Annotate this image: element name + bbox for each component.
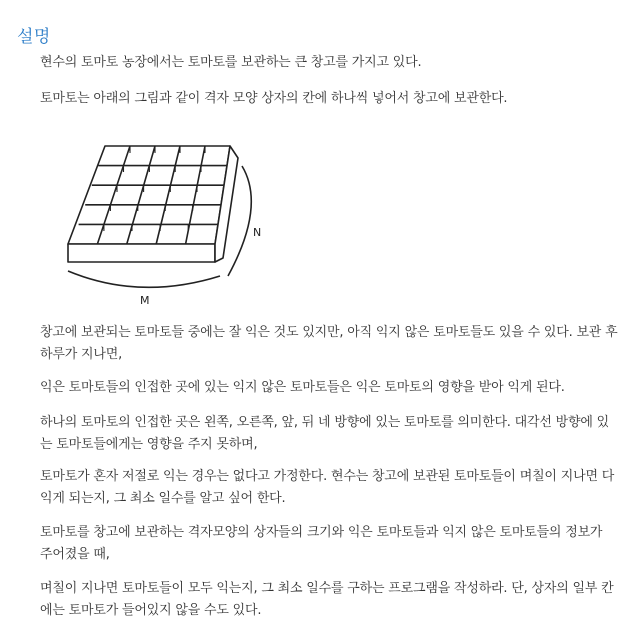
m-label: M <box>140 294 150 306</box>
paragraph-7: 토마토를 창고에 보관하는 격자모양의 상자들의 크기와 익은 토마토들과 익지 않은 토마토들의 정보가 주어졌을 때, <box>40 525 603 562</box>
m-dimension-arc <box>68 271 220 287</box>
paragraph-4: 익은 토마토들의 인접한 곳에 있는 익지 않은 토마토들은 익은 토마토의 영향을 받아 익게 된다. <box>40 380 565 395</box>
paragraph-8: 며칠이 지나면 토마토들이 모두 익는지, 그 최소 일수를 구하는 프로그램을 작성하라. 단, 상자의 일부 칸에는 토마토가 들어있지 않을 수도 있다. <box>40 581 614 618</box>
grid-box-illustration <box>60 126 280 306</box>
paragraph-3: 창고에 보관되는 토마토들 중에는 잘 익은 것도 있지만, 아직 익지 않은 토마토들도 있을 수 있다. 보관 후 하루가 지나면, <box>40 325 618 362</box>
paragraph-5: 하나의 토마토의 인접한 곳은 왼쪽, 오른쪽, 앞, 뒤 네 방향에 있는 토마토를 의미한다. 대각선 방향에 있는 토마토들에게는 영향을 주지 못하며, <box>40 415 610 452</box>
tomato-box-figure <box>60 126 280 306</box>
section-title: 설명 <box>17 27 51 47</box>
paragraph-2: 토마토는 아래의 그림과 같이 격자 모양 상자의 칸에 하나씩 넣어서 창고에 보관한다. <box>40 91 508 106</box>
n-label: N <box>253 226 262 239</box>
paragraph-6: 토마토가 혼자 저절로 익는 경우는 없다고 가정한다. 현수는 창고에 보관된 토마토들이 며칠이 지나면 다 익게 되는지, 그 최소 일수를 알고 싶어 한다. <box>40 469 615 506</box>
paragraph-1: 현수의 토마토 농장에서는 토마토를 보관하는 큰 창고를 가지고 있다. <box>40 55 422 70</box>
